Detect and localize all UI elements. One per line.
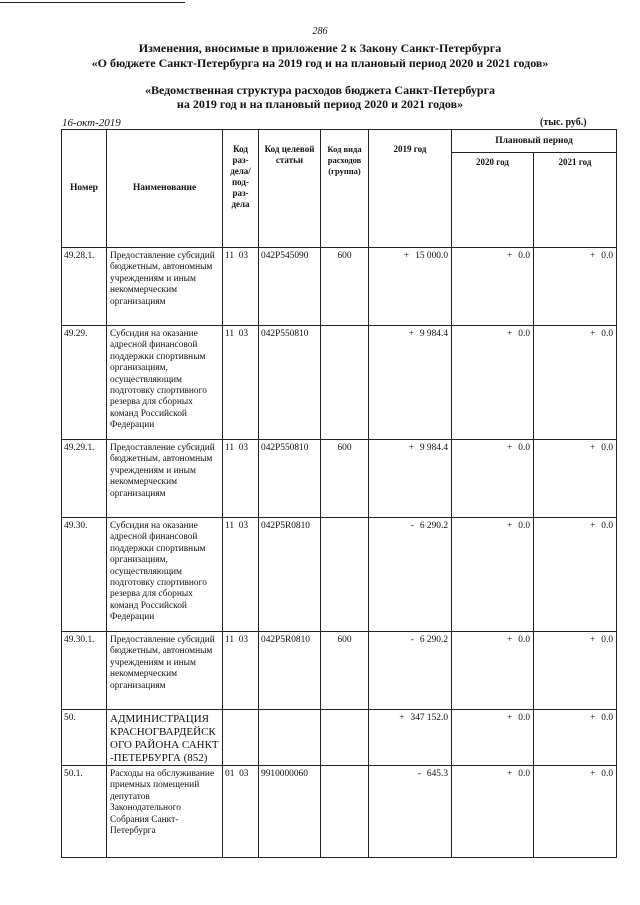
row-sign-2020: + xyxy=(506,251,513,261)
row-amount-2021: 0.0 xyxy=(601,635,613,645)
row-name: Расходы на обслуживание приемных помещений депутатов Законодательного Собрания Санкт-Петербурга xyxy=(107,766,223,858)
row-amount-2021: 0.0 xyxy=(601,713,613,723)
row-target-code xyxy=(259,710,321,766)
header-section-code: Код раз- дела/ под- раз- дела xyxy=(223,130,259,248)
row-value-2020 xyxy=(452,632,534,710)
row-amount-2020: 0.0 xyxy=(518,329,530,339)
row-value-2021 xyxy=(534,440,617,518)
header-planned-period: Плановый период xyxy=(452,130,617,153)
row-value-2021 xyxy=(534,710,617,766)
row-number: 49.28.1. xyxy=(62,248,107,326)
header-target-code: Код целевой статьи xyxy=(259,130,321,248)
row-sign-2019: + xyxy=(408,329,414,339)
row-amount-2021: 0.0 xyxy=(601,329,613,339)
row-expense-code xyxy=(321,766,369,858)
row-value-2020 xyxy=(452,326,534,440)
row-expense-code: 600 xyxy=(321,440,369,518)
header-2021: 2021 год xyxy=(534,153,617,248)
row-value-2019 xyxy=(369,710,452,766)
row-target-code: 042P550810 xyxy=(259,440,321,518)
row-target-code: 042P550810 xyxy=(259,326,321,440)
header-2019: 2019 год xyxy=(369,130,452,248)
row-value-2021 xyxy=(534,248,617,326)
row-name: Субсидия на оказание адресной финансовой поддержки спортивным организациям, осуществляющим подготовку спортивного резерва для сборных команд Российской Федерации xyxy=(107,326,223,440)
row-amount-2019: 645.3 xyxy=(426,769,448,779)
header-number: Номер xyxy=(62,130,107,248)
row-amount-2020: 0.0 xyxy=(518,635,530,645)
row-name: Предоставление субсидий бюджетным, автономным учреждениям и иным некоммерческим организациям xyxy=(107,248,223,326)
row-amount-2020: 0.0 xyxy=(518,521,530,531)
row-value-2020 xyxy=(452,766,534,858)
row-sign-2021: + xyxy=(589,769,596,779)
row-sign-2020: + xyxy=(506,329,513,339)
row-expense-code: 600 xyxy=(321,248,369,326)
row-value-2019 xyxy=(369,440,452,518)
row-section-code: 11 03 xyxy=(223,326,259,440)
row-value-2021 xyxy=(534,326,617,440)
row-amount-2021: 0.0 xyxy=(601,769,613,779)
row-section-code: 11 03 xyxy=(223,440,259,518)
row-value-2020 xyxy=(452,710,534,766)
document-subtitle-line-2: на 2019 год и на плановый период 2020 и 2021 годов» xyxy=(176,97,464,111)
document-title-line-2: «О бюджете Санкт-Петербурга на 2019 год и на плановый период 2020 и 2021 годов» xyxy=(91,56,549,70)
row-sign-2021: + xyxy=(589,713,596,723)
row-value-2019 xyxy=(369,248,452,326)
row-target-code: 042P5R0810 xyxy=(259,632,321,710)
table-row xyxy=(62,518,617,632)
row-value-2019 xyxy=(369,518,452,632)
row-name: Субсидия на оказание адресной финансовой поддержки спортивным организациям, осуществляющим подготовку спортивного резерва для сборных команд Российской Федерации xyxy=(107,518,223,632)
row-value-2020 xyxy=(452,440,534,518)
row-name: Предоставление субсидий бюджетным, автономным учреждениям и иным некоммерческим организациям xyxy=(107,440,223,518)
row-value-2020 xyxy=(452,248,534,326)
row-sign-2021: + xyxy=(589,635,596,645)
row-name: АДМИНИСТРАЦИЯ КРАСНОГВАРДЕЙСК ОГО РАЙОНА САНКТ -ПЕТЕРБУРГА (852) xyxy=(107,710,223,766)
row-sign-2019: + xyxy=(408,443,414,453)
row-sign-2019: - xyxy=(410,635,414,645)
row-sign-2021: + xyxy=(589,329,596,339)
row-name: Предоставление субсидий бюджетным, автономным учреждениям и иным некоммерческим организациям xyxy=(107,632,223,710)
row-number: 49.30.1. xyxy=(62,632,107,710)
row-sign-2020: + xyxy=(506,713,513,723)
row-amount-2021: 0.0 xyxy=(601,251,613,261)
header-2020: 2020 год xyxy=(452,153,534,248)
table-row xyxy=(62,766,617,858)
table-row xyxy=(62,326,617,440)
row-amount-2021: 0.0 xyxy=(601,443,613,453)
row-amount-2019: 9 984.4 xyxy=(419,329,448,339)
row-amount-2019: 6 290.2 xyxy=(419,521,448,531)
row-expense-code xyxy=(321,518,369,632)
row-sign-2020: + xyxy=(506,769,513,779)
row-sign-2019: + xyxy=(399,713,405,723)
row-number: 50.1. xyxy=(62,766,107,858)
row-amount-2019: 15 000.0 xyxy=(415,251,448,261)
row-expense-code xyxy=(321,710,369,766)
row-amount-2020: 0.0 xyxy=(518,251,530,261)
row-value-2021 xyxy=(534,518,617,632)
document-date: 16-окт-2019 xyxy=(62,117,121,129)
row-expense-code: 600 xyxy=(321,632,369,710)
row-value-2019 xyxy=(369,766,452,858)
row-number: 50. xyxy=(62,710,107,766)
table-row xyxy=(62,710,617,766)
top-rule xyxy=(0,2,185,3)
row-section-code: 01 03 xyxy=(223,766,259,858)
row-value-2019 xyxy=(369,632,452,710)
page-number: 286 xyxy=(312,26,328,37)
row-amount-2020: 0.0 xyxy=(518,713,530,723)
row-sign-2019: - xyxy=(417,769,421,779)
units-label: (тыс. руб.) xyxy=(540,117,587,128)
row-number: 49.29. xyxy=(62,326,107,440)
row-target-code: 042P5R0810 xyxy=(259,518,321,632)
row-sign-2020: + xyxy=(506,521,513,531)
row-section-code: 11 03 xyxy=(223,632,259,710)
row-value-2021 xyxy=(534,632,617,710)
row-expense-code xyxy=(321,326,369,440)
row-sign-2021: + xyxy=(589,521,596,531)
document-title-line-1: Изменения, вносимые в приложение 2 к Закону Санкт-Петербурга xyxy=(138,41,502,55)
budget-table xyxy=(61,129,617,858)
row-sign-2019: - xyxy=(410,521,414,531)
row-target-code: 9910000060 xyxy=(259,766,321,858)
row-sign-2020: + xyxy=(506,635,513,645)
document-subtitle-line-1: «Ведомственная структура расходов бюджета Санкт-Петербурга xyxy=(144,83,496,97)
row-sign-2021: + xyxy=(589,443,596,453)
header-name: Наименование xyxy=(107,130,223,248)
row-section-code: 11 03 xyxy=(223,518,259,632)
row-target-code: 042P545090 xyxy=(259,248,321,326)
row-number: 49.29.1. xyxy=(62,440,107,518)
row-value-2019 xyxy=(369,326,452,440)
row-number: 49.30. xyxy=(62,518,107,632)
row-amount-2020: 0.0 xyxy=(518,769,530,779)
row-sign-2019: + xyxy=(403,251,410,261)
row-section-code xyxy=(223,710,259,766)
row-amount-2019: 9 984.4 xyxy=(419,443,448,453)
row-sign-2021: + xyxy=(589,251,596,261)
row-amount-2019: 347 152.0 xyxy=(410,713,448,723)
row-value-2020 xyxy=(452,518,534,632)
row-section-code: 11 03 xyxy=(223,248,259,326)
row-amount-2019: 6 290.2 xyxy=(419,635,448,645)
header-expense-code: Код вида расходов (группа) xyxy=(321,130,369,248)
row-amount-2020: 0.0 xyxy=(518,443,530,453)
row-value-2021 xyxy=(534,766,617,858)
row-amount-2021: 0.0 xyxy=(601,521,613,531)
table-row xyxy=(62,440,617,518)
row-sign-2020: + xyxy=(506,443,513,453)
table-row xyxy=(62,248,617,326)
table-row xyxy=(62,632,617,710)
